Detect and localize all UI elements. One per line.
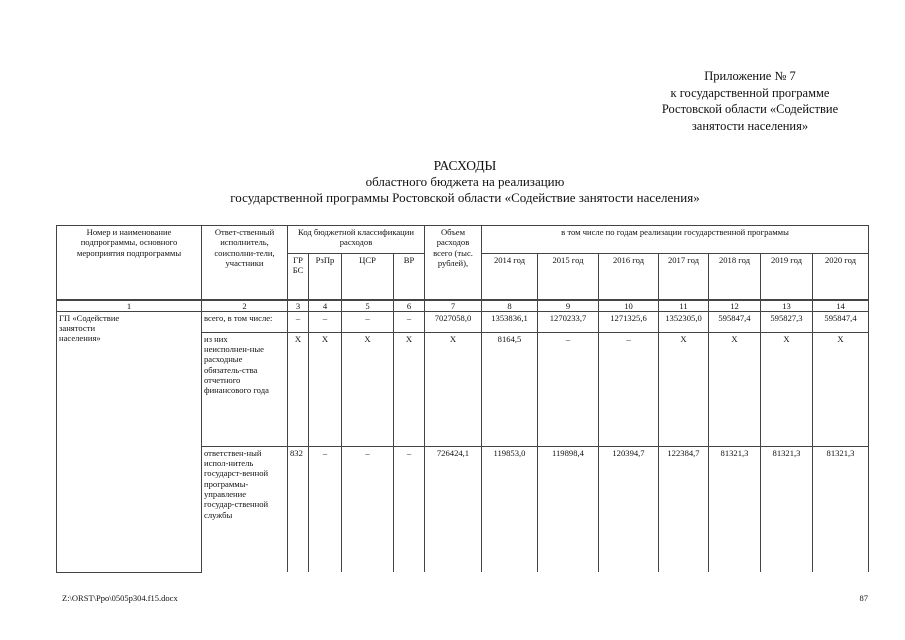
- expenditure-table: [56, 225, 869, 573]
- column-number: 9: [538, 300, 599, 312]
- title-line: областного бюджета на реализацию: [365, 174, 565, 189]
- year-value-cell: 81321,3: [761, 446, 813, 572]
- rzpr-cell: –: [309, 311, 342, 332]
- document-title: [120, 158, 810, 206]
- grbs-cell: 832: [288, 446, 309, 572]
- header-budget-code: Код бюджетной классификации расходов: [288, 226, 425, 254]
- year-value-cell: 81321,3: [813, 446, 869, 572]
- header-volume: Объем расходов всего (тыс. рублей),: [425, 226, 482, 300]
- year-value-cell: 1271325,6: [599, 311, 659, 332]
- csr-cell: –: [342, 446, 394, 572]
- year-value-cell: 122384,7: [659, 446, 709, 572]
- year-value-cell: 119853,0: [482, 446, 538, 572]
- responsible-cell: [202, 332, 288, 446]
- program-name-cell: [57, 311, 202, 572]
- responsible-text: из них неисполнен-ные расходные обязатель-ства отчетного финансового года: [204, 333, 269, 396]
- header-year: 2016 год: [599, 254, 659, 300]
- year-value-cell: 119898,4: [538, 446, 599, 572]
- total-cell: Х: [425, 332, 482, 446]
- responsible-cell: [202, 446, 288, 572]
- vr-cell: –: [394, 311, 425, 332]
- vr-cell: –: [394, 446, 425, 572]
- year-value-cell: 8164,5: [482, 332, 538, 446]
- year-value-cell: Х: [813, 332, 869, 446]
- year-value-cell: 120394,7: [599, 446, 659, 572]
- header-responsible: Ответ-ственный исполнитель, соисполни-тели, участники: [202, 226, 288, 300]
- appendix-line: занятости населения»: [691, 118, 809, 133]
- column-number: 14: [813, 300, 869, 312]
- year-value-cell: 595827,3: [761, 311, 813, 332]
- csr-cell: –: [342, 311, 394, 332]
- total-cell: 726424,1: [425, 446, 482, 572]
- year-value-cell: 1270233,7: [538, 311, 599, 332]
- header-grbs: ГР БС: [288, 254, 309, 300]
- header-rzpr: РзПр: [309, 254, 342, 300]
- header-year: 2017 год: [659, 254, 709, 300]
- vr-cell: Х: [394, 332, 425, 446]
- csr-cell: Х: [342, 332, 394, 446]
- title-line: государственной программы Ростовской области «Содействие занятости населения»: [230, 190, 700, 205]
- header-year: 2014 год: [482, 254, 538, 300]
- header-csr: ЦСР: [342, 254, 394, 300]
- header-year: 2020 год: [813, 254, 869, 300]
- column-number: 13: [761, 300, 813, 312]
- header-year: 2018 год: [709, 254, 761, 300]
- appendix-header: [600, 68, 900, 134]
- appendix-line: Приложение № 7: [704, 69, 796, 83]
- appendix-line: Ростовской области «Содействие: [661, 102, 839, 116]
- column-number: 12: [709, 300, 761, 312]
- footer-file-path: Z:\ORST\Ppo\0505p304.f15.docx: [62, 593, 178, 603]
- year-value-cell: Х: [761, 332, 813, 446]
- grbs-cell: Х: [288, 332, 309, 446]
- year-value-cell: 1352305,0: [659, 311, 709, 332]
- column-number-row: [57, 300, 869, 312]
- column-number: 4: [309, 300, 342, 312]
- total-cell: 7027058,0: [425, 311, 482, 332]
- column-number: 3: [288, 300, 309, 312]
- year-value-cell: Х: [709, 332, 761, 446]
- program-name: ГП «Содействие занятости населения»: [59, 312, 120, 344]
- year-value-cell: –: [599, 332, 659, 446]
- column-number: 10: [599, 300, 659, 312]
- header-year: 2015 год: [538, 254, 599, 300]
- column-number: 7: [425, 300, 482, 312]
- year-value-cell: 595847,4: [709, 311, 761, 332]
- column-number: 2: [202, 300, 288, 312]
- rzpr-cell: Х: [309, 332, 342, 446]
- grbs-cell: –: [288, 311, 309, 332]
- year-value-cell: 1353836,1: [482, 311, 538, 332]
- header-vr: ВР: [394, 254, 425, 300]
- table-row: [57, 311, 869, 332]
- header-year: 2019 год: [761, 254, 813, 300]
- responsible-cell: всего, в том числе:: [202, 311, 288, 332]
- column-number: 8: [482, 300, 538, 312]
- column-number: 6: [394, 300, 425, 312]
- page-number: 87: [859, 593, 868, 603]
- appendix-line: к государственной программе: [670, 85, 830, 100]
- year-value-cell: 595847,4: [813, 311, 869, 332]
- column-number: 5: [342, 300, 394, 312]
- rzpr-cell: –: [309, 446, 342, 572]
- responsible-text: ответствен-ный испол-нитель государст-венной программы-управление государ-ственной службы: [204, 447, 269, 520]
- year-value-cell: –: [538, 332, 599, 446]
- column-number: 1: [57, 300, 202, 312]
- column-number: 11: [659, 300, 709, 312]
- header-name: Номер и наименование подпрограммы, основного мероприятия подпрограммы: [57, 226, 202, 300]
- year-value-cell: 81321,3: [709, 446, 761, 572]
- year-value-cell: Х: [659, 332, 709, 446]
- header-years-group: в том числе по годам реализации государственной программы: [482, 226, 869, 254]
- title-heading: РАСХОДЫ: [433, 158, 497, 173]
